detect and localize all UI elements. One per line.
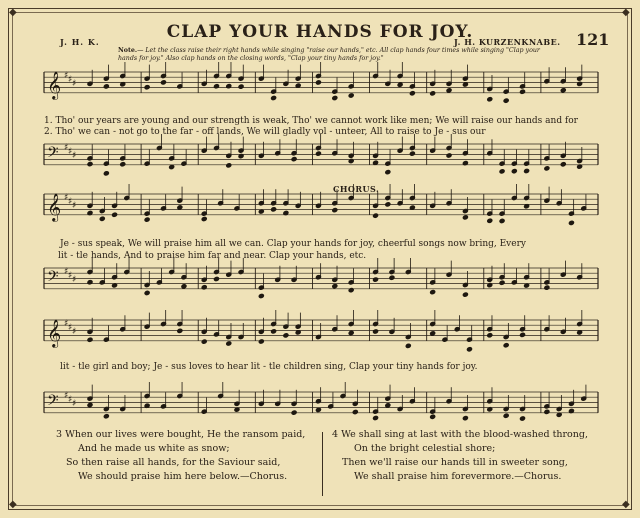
notehead (409, 91, 415, 96)
notehead (87, 402, 93, 407)
key-signature-sharp: ♯ (72, 399, 77, 409)
stanza-divider (322, 432, 323, 496)
notehead (385, 202, 391, 207)
notehead (560, 162, 566, 167)
page-number: 121 (576, 30, 610, 49)
notehead (103, 84, 109, 89)
notehead (373, 277, 379, 282)
notehead (271, 207, 277, 212)
notehead (332, 207, 338, 212)
notehead (226, 84, 232, 89)
notehead (373, 213, 379, 218)
notehead (389, 275, 395, 280)
notehead (160, 80, 166, 85)
notehead (503, 98, 509, 103)
hymn-title: CLAP YOUR HANDS FOR JOY. (166, 22, 474, 42)
notehead (271, 329, 277, 334)
notehead (291, 156, 297, 161)
key-signature-sharp: ♯ (64, 193, 69, 203)
notehead (169, 164, 175, 169)
notehead (503, 413, 509, 418)
notehead (332, 95, 338, 100)
notehead (87, 161, 93, 166)
corner-ornament-bottom-right: ◆ (622, 499, 630, 510)
notehead (511, 169, 517, 174)
system1-verse1-lyrics: 1. Tho' our years are young and our strength is weak, Tho' we cannot work like men; We will raise our hands and for (44, 116, 578, 126)
notehead (462, 292, 468, 297)
notehead (462, 416, 468, 421)
stanza-3-line-1: When our lives were bought, He the ransom paid, (65, 429, 306, 440)
key-signature-sharp: ♯ (68, 147, 73, 157)
corner-ornament-top-right: ◆ (622, 7, 630, 18)
stanza-3 (56, 428, 305, 484)
notehead (348, 158, 354, 163)
bass-clef: 𝄢 (47, 144, 59, 165)
key-signature-sharp: ♯ (72, 79, 77, 89)
notehead (446, 153, 452, 158)
key-signature-sharp: ♯ (68, 271, 73, 281)
key-signature-sharp: ♯ (68, 75, 73, 85)
notehead (348, 288, 354, 293)
composer-name: J. H. KURZENKNABE. (454, 37, 561, 47)
stanza-3-line-3: So then raise all hands, for the Saviour said, (66, 457, 281, 468)
notehead (226, 163, 232, 168)
notehead (258, 339, 264, 344)
notehead (467, 347, 473, 352)
notehead (352, 409, 358, 414)
notehead (577, 81, 583, 86)
notehead (487, 97, 493, 102)
key-signature-sharp: ♯ (64, 71, 69, 81)
key-signature-sharp: ♯ (64, 319, 69, 329)
notehead (385, 403, 391, 408)
notehead (283, 333, 289, 338)
notehead (409, 151, 415, 156)
notehead (499, 218, 505, 223)
stanza-3-line-4: We should praise him here below.—Chorus. (78, 471, 288, 482)
system2-verse1-lyrics: Je - sus speak, We will praise him all we can. Clap your hands for joy, cheerful songs now bring, Every (60, 239, 526, 249)
notehead (214, 84, 220, 89)
notehead (524, 168, 530, 173)
notehead (430, 331, 436, 336)
notehead (499, 169, 505, 174)
notehead (568, 220, 574, 225)
notehead (373, 329, 379, 334)
system2-verse2-lyrics: lit - tle hands, And to praise him far and near. Clap your hands, etc. (58, 251, 367, 261)
notehead (348, 330, 354, 335)
notehead (487, 333, 493, 338)
treble-clef: 𝄞 (47, 71, 62, 99)
lyricist-initials: J. H. K. (60, 37, 100, 47)
system3-verse1-lyrics: lit - tle girl and boy; Je - sus loves to hear lit - tle children sing, Clap your tiny hands for joy. (60, 362, 478, 372)
notehead (181, 284, 187, 289)
notehead (258, 293, 264, 298)
notehead (87, 280, 93, 285)
notehead (315, 151, 321, 156)
stanza-3-line-2: And he made us white as snow; (78, 443, 230, 454)
notehead (503, 343, 509, 348)
notehead (201, 216, 207, 221)
notehead (99, 216, 105, 221)
note-label: Note. (118, 47, 138, 54)
notehead (214, 276, 220, 281)
notehead (144, 85, 150, 90)
system1-verse2-lyrics: 2. Tho' we can - not go to the far - off lands, We will gladly vol - unteer, All to raise to Je - sus our (44, 127, 486, 137)
stanza-4-line-4: We shall praise him forevermore.—Chorus. (354, 471, 562, 482)
notehead (87, 337, 93, 342)
key-signature-sharp: ♯ (72, 151, 77, 161)
stanza-4-number: 4 (332, 429, 339, 440)
key-signature-sharp: ♯ (64, 391, 69, 401)
notehead (520, 416, 526, 421)
stanza-4 (332, 428, 588, 484)
notehead (397, 82, 403, 87)
notehead (560, 88, 566, 93)
corner-ornament-top-left: ◆ (9, 7, 17, 18)
key-signature-sharp: ♯ (72, 275, 77, 285)
notehead (291, 410, 297, 415)
stanza-3-number: 3 (56, 429, 63, 440)
chorus-label: CHORUS. (333, 184, 380, 194)
key-signature-sharp: ♯ (72, 201, 77, 211)
notehead (544, 409, 550, 414)
notehead (144, 217, 150, 222)
bass-clef: 𝄢 (47, 268, 59, 289)
treble-clef: 𝄞 (47, 193, 62, 221)
notehead (103, 171, 109, 176)
notehead (144, 290, 150, 295)
notehead (112, 212, 118, 217)
corner-ornament-bottom-left: ◆ (9, 499, 17, 510)
note-text: — Let the class raise their right hands while singing "raise our hands," etc. All clap hands four times while singing "Clap your hands for joy." Also clap hands on the closing words, "Clap your tiny hands for joy." (118, 47, 540, 62)
notehead (446, 88, 452, 93)
bass-clef: 𝄢 (47, 392, 59, 413)
notehead (315, 80, 321, 85)
notehead (348, 93, 354, 98)
key-signature-sharp: ♯ (68, 395, 73, 405)
notehead (238, 84, 244, 89)
notehead (315, 407, 321, 412)
key-signature-sharp: ♯ (64, 143, 69, 153)
key-signature-sharp: ♯ (68, 323, 73, 333)
notehead (430, 290, 436, 295)
notehead (201, 339, 207, 344)
key-signature-sharp: ♯ (72, 327, 77, 337)
treble-clef: 𝄞 (47, 319, 62, 347)
notehead (103, 414, 109, 419)
notehead (499, 280, 505, 285)
notehead (462, 215, 468, 220)
key-signature-sharp: ♯ (68, 197, 73, 207)
notehead (544, 285, 550, 290)
notehead (177, 328, 183, 333)
notehead (120, 162, 126, 167)
stanza-4-line-3: Then we'll raise our hands till in sweeter song, (342, 457, 568, 468)
notehead (544, 166, 550, 171)
notehead (332, 283, 338, 288)
stanza-4-line-1: We shall sing at last with the blood-washed throng, (341, 429, 588, 440)
notehead (226, 341, 232, 346)
notehead (271, 95, 277, 100)
notehead (520, 332, 526, 337)
stanza-4-line-2: On the bright celestial shore; (354, 443, 496, 454)
notehead (373, 415, 379, 420)
notehead (520, 89, 526, 94)
notehead (405, 343, 411, 348)
notehead (385, 169, 391, 174)
notehead (430, 91, 436, 96)
key-signature-sharp: ♯ (64, 267, 69, 277)
notehead (487, 218, 493, 223)
notehead (430, 414, 436, 419)
